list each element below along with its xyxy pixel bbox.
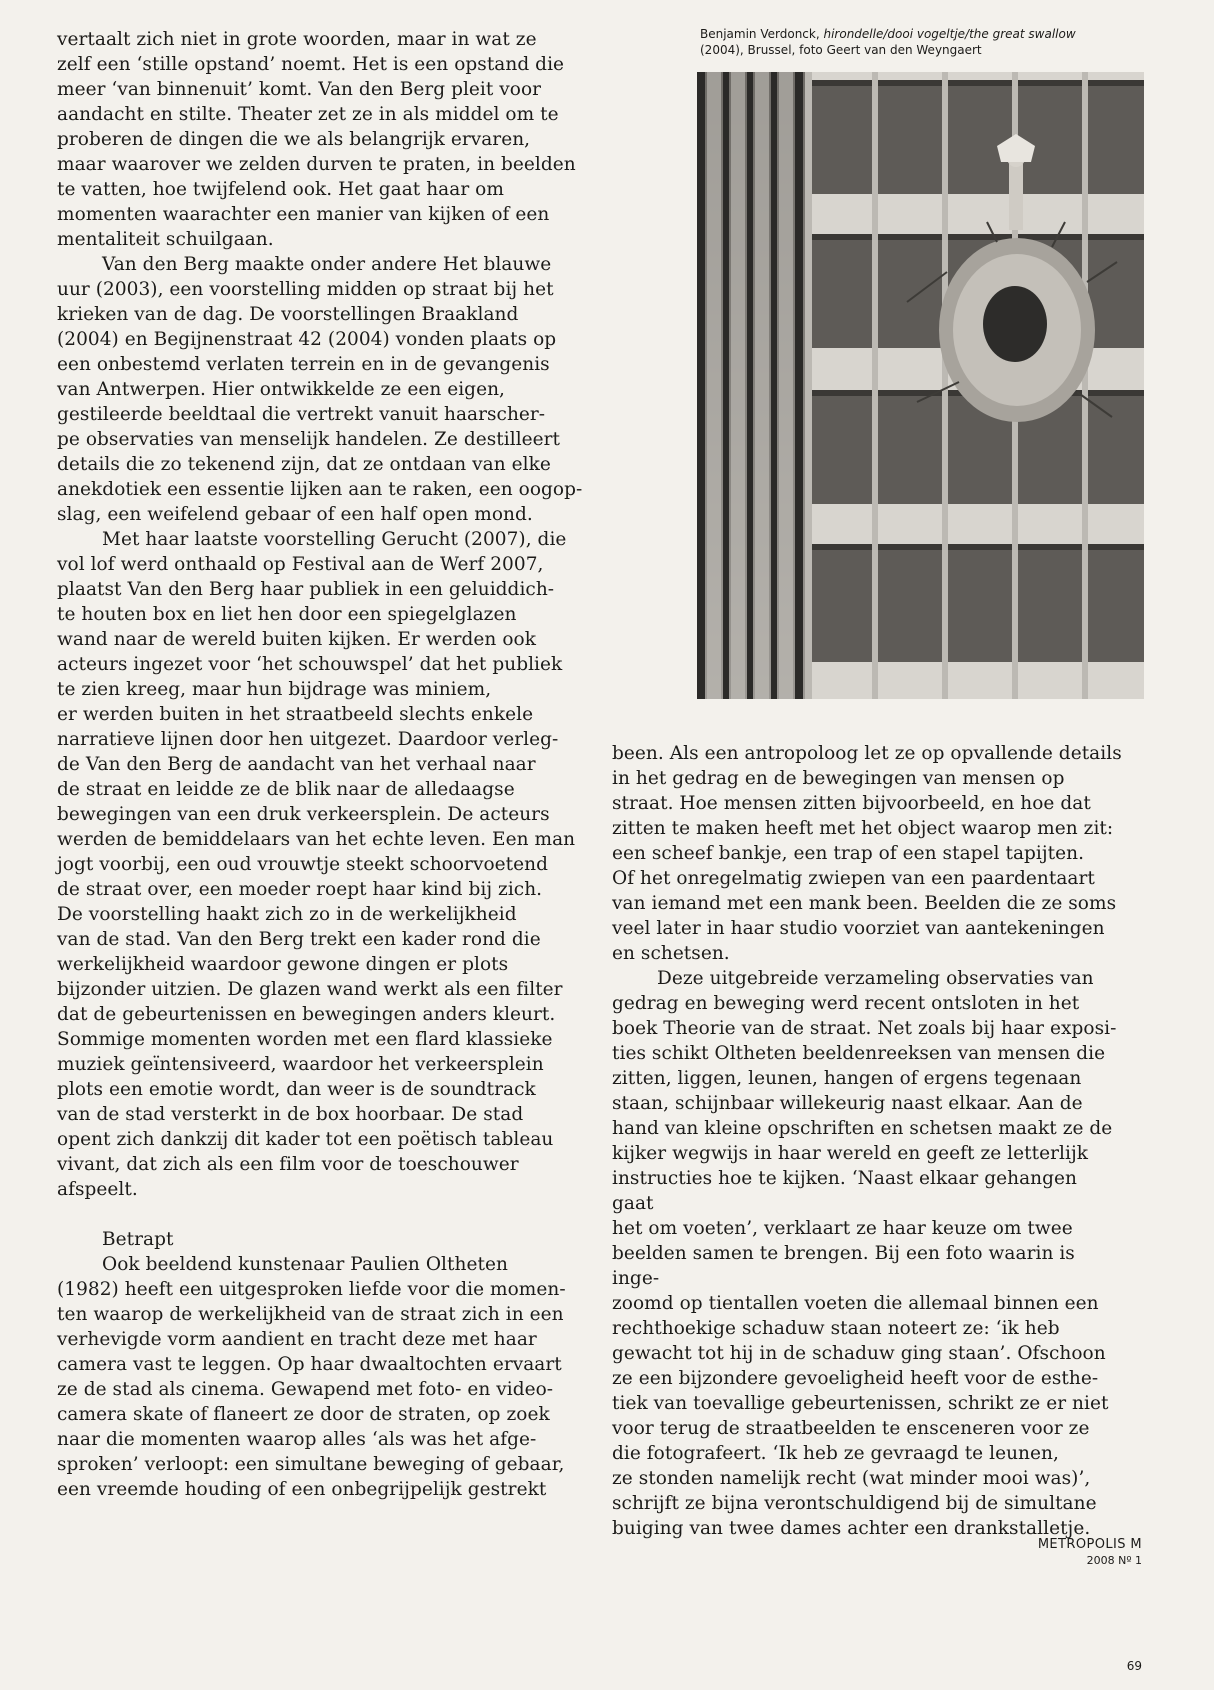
body-paragraph: vertaalt zich niet in grote woorden, maar in wat ze zelf een ‘stille opstand’ noemt. Het is een opstand die meer ‘van binnenuit’ komt. Van den Berg pleit voor aandacht en stilte. Theater zet ze in als middel om te proberen de dingen die we als belangrijk ervaren, maar waarover we zelden durven te praten, in beelden te vatten, hoe twijfelend ook. Het gaat haar om momenten waarachter een manier van kijken of een mentaliteit schuilgaan.	[57, 29, 576, 250]
artwork-photo	[697, 72, 1144, 699]
body-paragraph: Deze uitgebreide verzameling observaties van gedrag en beweging werd recent ontsloten in het boek Theorie van de straat. Net zoals bij haar exposi- ties schikt Oltheten beeldenreeksen van mensen die zitten, liggen, leunen, hangen of ergens tegenaan staan, schijnbaar willekeurig naast elkaar. Aan de hand van kleine opschriften en schetsen maakt ze de kijker wegwijs in haar wereld en geeft ze letterlijk instructies hoe te kijken. ‘Naast elkaar gehangen gaat het om voeten’, verklaart ze haar keuze om twee beelden samen te brengen. Bij een foto waarin is inge- zoomd op tientallen voeten die allemaal binnen een rechthoekige schaduw staan noteert ze: ‘ik heb gewacht tot hij in de schaduw ging staan’. Ofschoon ze een bijzondere gevoeligheid heeft voor de esthe- tiek van toevallige gebeurtenissen, schrikt ze er niet voor terug de straatbeelden te ensceneren voor ze die fotografeert. ‘Ik heb ze gevraagd te leunen, ze stonden namelijk recht (wat minder mooi was)’, schrijft ze bijna verontschuldigend bij de simultane buiging van twee dames achter een drankstalletje.	[612, 968, 1117, 1539]
page-number: 69	[1126, 1659, 1142, 1673]
magazine-name: METROPOLIS M	[1037, 1537, 1142, 1552]
issue-number: 2008 Nº 1	[1086, 1554, 1142, 1567]
caption-details: (2004), Brussel, foto Geert van den Weyngaert	[700, 43, 982, 57]
caption-artist: Benjamin Verdonck,	[700, 27, 824, 41]
section-subhead: Betrapt	[102, 1229, 174, 1250]
body-paragraph: been. Als een antropoloog let ze op opvallende details in het gedrag en de bewegingen van mensen op straat. Hoe mensen zitten bijvoorbeeld, en hoe dat zitten te maken heeft met het object waarop men zit: een scheef bankje, een trap of een stapel tapijten. Of het onregelmatig zwiepen van een paardentaart van iemand met een mank been. Beelden die ze soms veel later in haar studio voorziet van aantekeningen en schetsen.	[612, 743, 1122, 964]
masthead	[1038, 1536, 1142, 1568]
body-paragraph: Met haar laatste voorstelling Gerucht (2007), die vol lof werd onthaald op Festival aan de Werf 2007, plaatst Van den Berg haar publiek in een geluiddich- te houten box en liet hen door een spiegelglazen wand naar de wereld buiten kijken. Er werden ook acteurs ingezet voor ‘het schouwspel’ dat het publiek te zien kreeg, maar hun bijdrage was miniem, er werden buiten in het straatbeeld slechts enkele narratieve lijnen door hen uitgezet. Daardoor verleg- de Van den Berg de aandacht van het verhaal naar de straat en leidde ze de blik naar de alledaagse bewegingen van een druk verkeersplein. De acteurs werden de bemiddelaars van het echte leven. Een man jogt voorbij, een oud vrouwtje steekt schoorvoetend de straat over, een moeder roept haar kind bij zich. De voorstelling haakt zich zo in de werkelijkheid van de stad. Van den Berg trekt een kader rond die werkelijkheid waardoor gewone dingen er plots bijzonder uitzien. De glazen wand werkt als een filter dat de gebeurtenissen en bewegingen anders kleurt. Sommige momenten worden met een flard klassieke muziek geïntensiveerd, waardoor het verkeersplein plots een emotie wordt, dan weer is de soundtrack van de stad versterkt in de box hoorbaar. De stad opent zich dankzij dit kader tot een poëtisch tableau vivant, dat zich als een film voor de toeschouwer afspeelt.	[57, 529, 576, 1200]
body-paragraph: Van den Berg maakte onder andere Het blauwe uur (2003), een voorstelling midden op straat bij het krieken van de dag. De voorstellingen Braakland (2004) en Begijnenstraat 42 (2004) vonden plaats op een onbestemd verlaten terrein en in de gevangenis van Antwerpen. Hier ontwikkelde ze een eigen, gestileerde beeldtaal die vertrekt vanuit haarscher- pe observaties van menselijk handelen. Ze destilleert details die zo tekenend zijn, dat ze ontdaan van elke anekdotiek een essentie lijken aan te raken, een oogop- slag, een weifelend gebaar of een half open mond.	[57, 254, 583, 525]
left-text-column	[57, 27, 592, 1502]
photo-caption	[700, 26, 1100, 58]
right-text-column	[612, 741, 1122, 1541]
body-paragraph: Ook beeldend kunstenaar Paulien Oltheten (1982) heeft een uitgesproken liefde voor die momen- ten waarop de werkelijkheid van de straat zich in een verhevigde vorm aandient en tracht deze met haar camera vast te leggen. Op haar dwaaltochten ervaart ze de stad als cinema. Gewapend met foto- en video- camera skate of flaneert ze door de straten, op zoek naar die momenten waarop alles ‘als was het afge- sproken’ verloopt: een simultane beweging of gebaar, een vreemde houding of een onbegrijpelijk gestrekt	[57, 1254, 566, 1500]
caption-title: hirondelle/dooi vogeltje/the great swallow	[823, 27, 1076, 41]
building-facade-image	[697, 72, 1144, 699]
